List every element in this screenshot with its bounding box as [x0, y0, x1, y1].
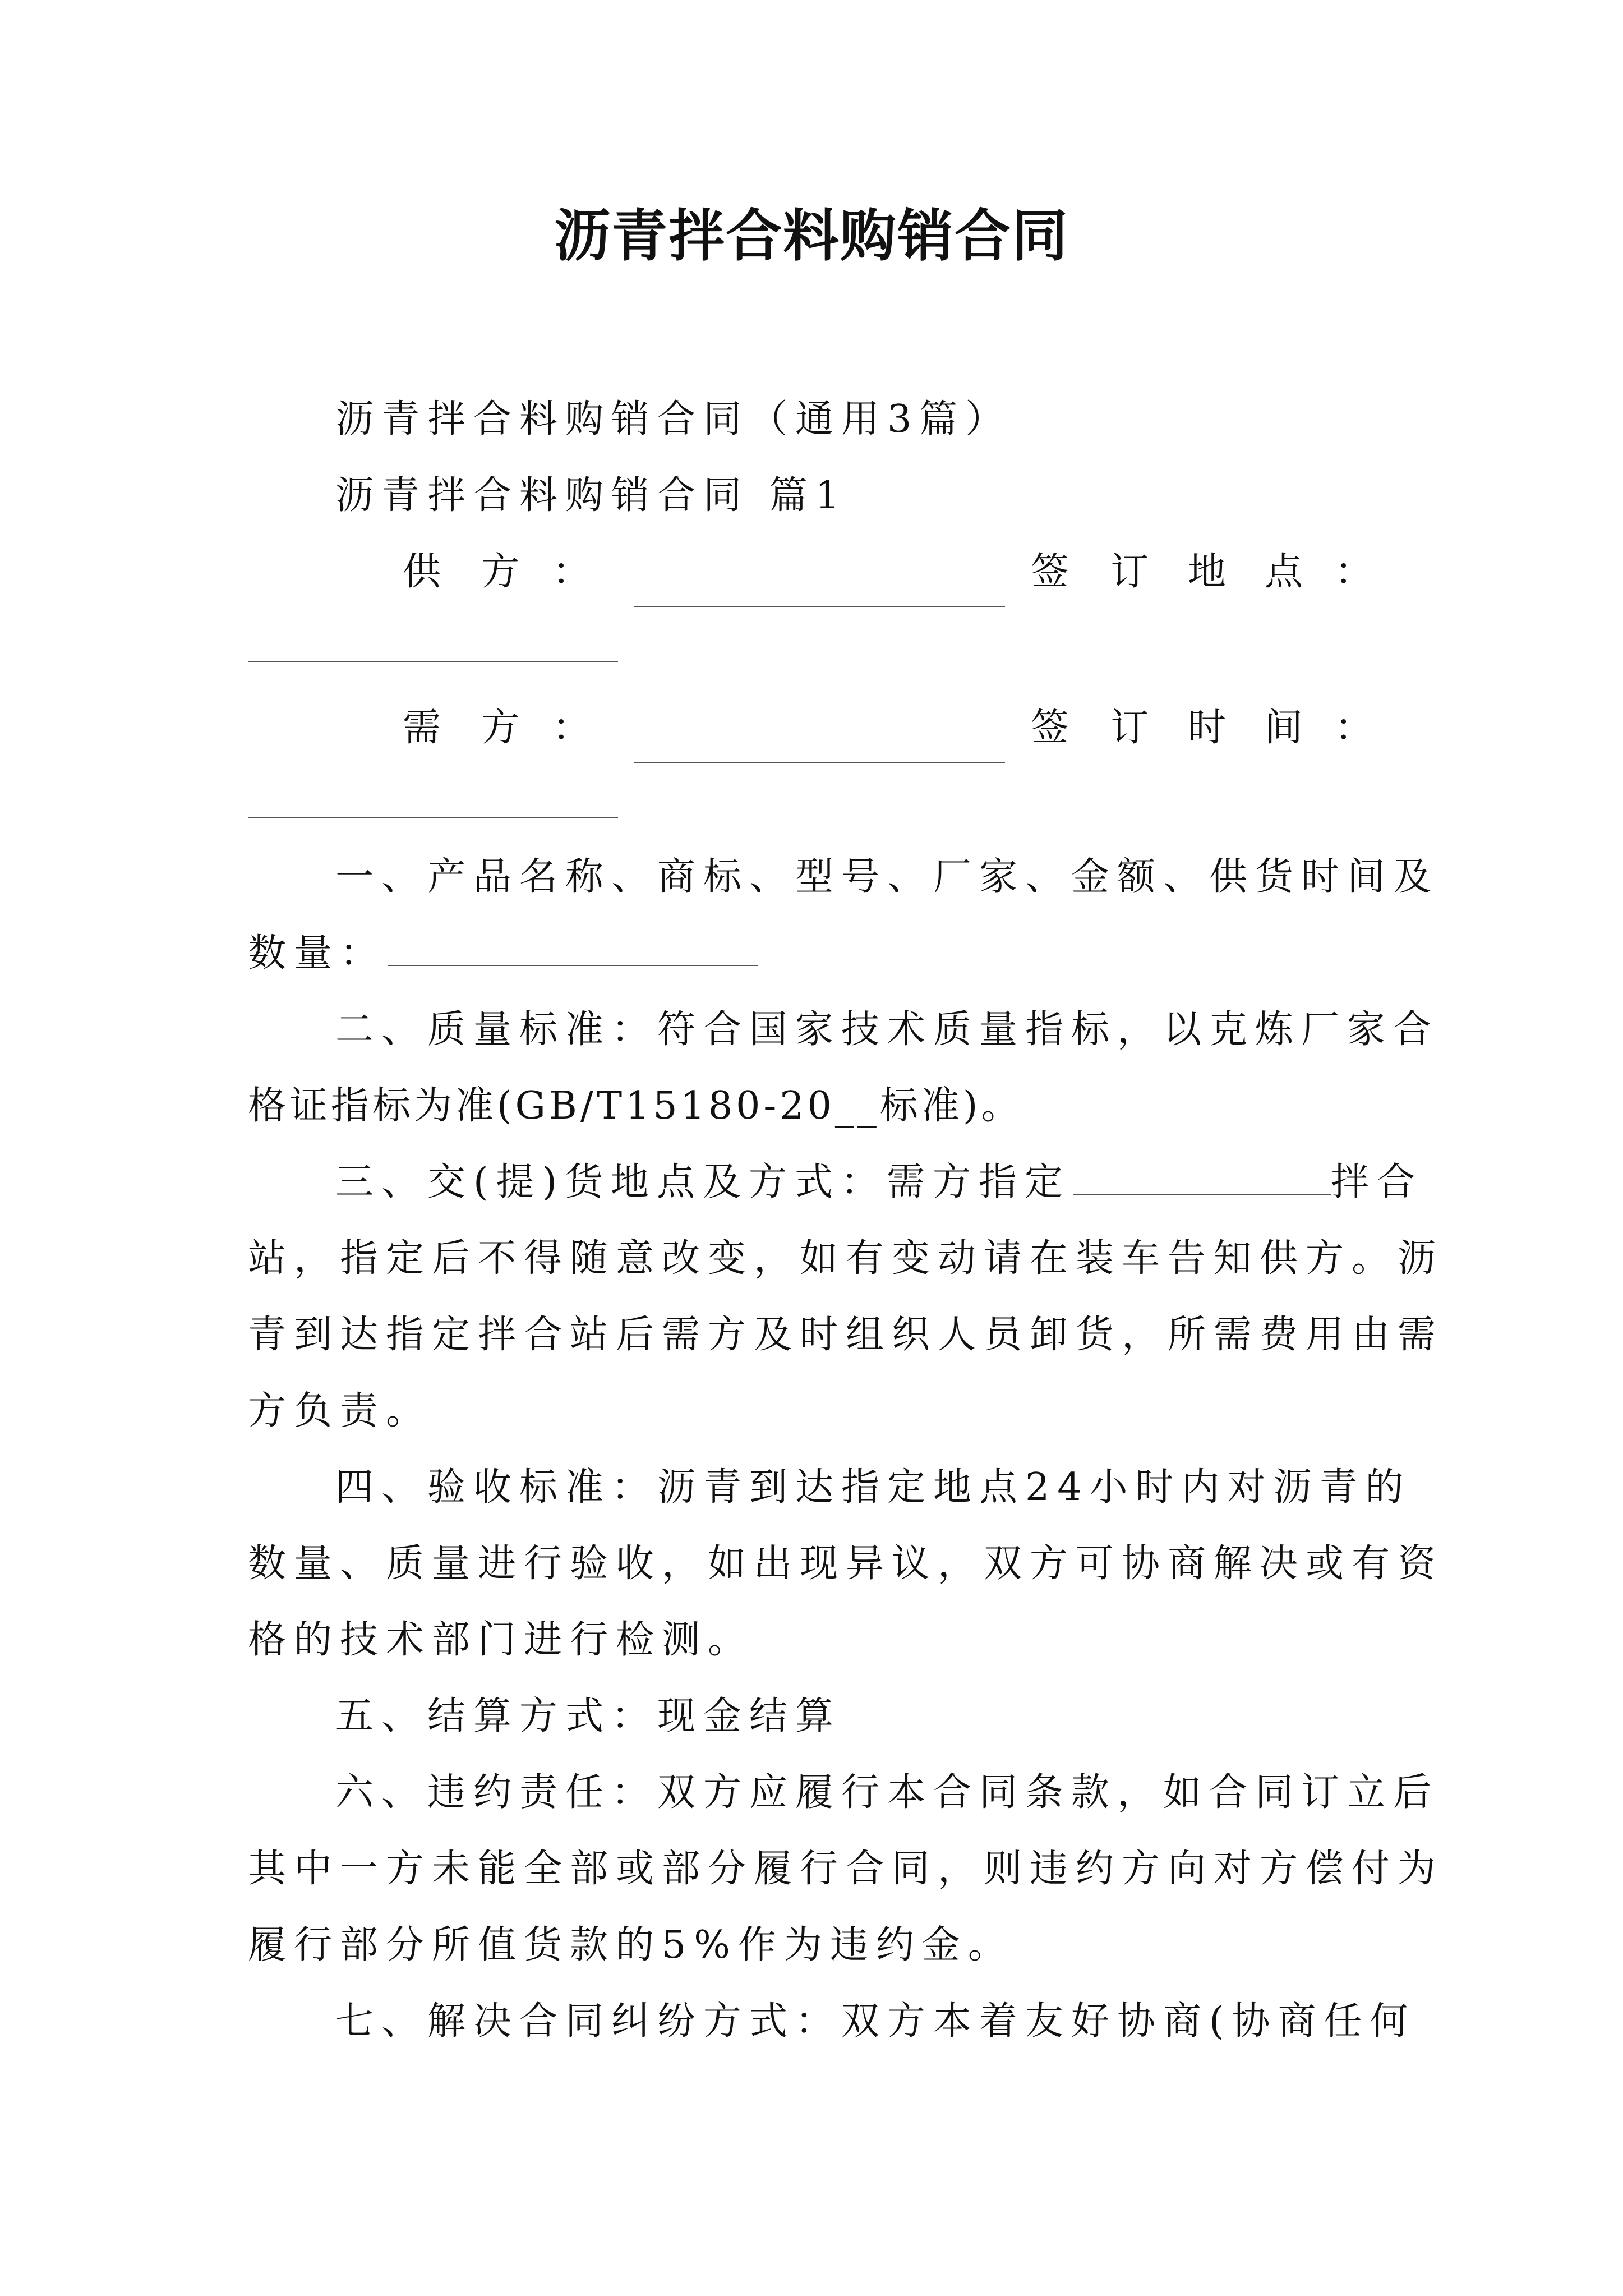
- clause-line: 方负责。: [248, 1389, 432, 1433]
- quantity-blank[interactable]: [388, 932, 758, 966]
- supplier-label-char: 供: [403, 550, 441, 594]
- clause-line: 四、验收标准：沥青到达指定地点24小时内对沥青的: [335, 1465, 1412, 1510]
- sign-place-label-char: 订: [1110, 550, 1149, 594]
- sign-place-label-char: 签: [1031, 550, 1069, 594]
- sign-place-label-char: 地: [1188, 550, 1227, 594]
- buyer-label-char: 方: [481, 706, 520, 750]
- clause-line: 七、解决合同纠纷方式：双方本着友好协商(协商任何: [335, 1999, 1416, 2044]
- document-title: 沥青拌合料购销合同: [554, 203, 1069, 269]
- clause-line: 六、违约责任：双方应履行本合同条款，如合同订立后: [335, 1770, 1440, 1815]
- clause-line: 五、结算方式：现金结算: [335, 1694, 842, 1738]
- clause-line: 格的技术部门进行检测。: [248, 1618, 754, 1662]
- mixing-station-blank[interactable]: [1073, 1161, 1331, 1195]
- sign-time-label-char: 间: [1265, 706, 1303, 750]
- supplier-row: [0, 534, 1623, 610]
- buyer-label-char: ：: [552, 706, 591, 750]
- supplier-label-char: 方: [481, 550, 520, 594]
- buyer-blank[interactable]: [634, 690, 1005, 766]
- buyer-label-char: 需: [403, 706, 441, 750]
- clause-line: 青到达指定拌合站后需方及时组织人员卸货，所需费用由需: [248, 1313, 1444, 1357]
- clause-line: 数量：: [248, 915, 758, 992]
- clause-line: 数量、质量进行验收，如出现异议，双方可协商解决或有资: [248, 1542, 1444, 1586]
- sign-time-label-char: 订: [1110, 706, 1149, 750]
- clause-line: 一、产品名称、商标、型号、厂家、金额、供货时间及: [335, 855, 1440, 899]
- sign-place-blank[interactable]: [248, 661, 618, 662]
- clause-line: 二、质量标准：符合国家技术质量指标，以克炼厂家合: [335, 1007, 1440, 1052]
- sign-time-label-char: ：: [1335, 706, 1373, 750]
- clause-line: 三、交(提)货地点及方式：需方指定 拌合: [335, 1160, 1423, 1204]
- buyer-row: [0, 690, 1623, 766]
- clause-line: 其中一方未能全部或部分履行合同，则违约方向对方偿付为: [248, 1847, 1444, 1891]
- document-subtitle: 沥青拌合料购销合同（通用3篇）: [335, 397, 1012, 441]
- sign-place-label-char: ：: [1335, 550, 1373, 594]
- sign-place-label-char: 点: [1265, 550, 1303, 594]
- supplier-blank[interactable]: [634, 534, 1005, 610]
- sign-time-label-char: 签: [1031, 706, 1069, 750]
- part-heading: 沥青拌合料购销合同 篇1: [335, 473, 847, 518]
- sign-time-blank[interactable]: [248, 817, 618, 818]
- clause-line: 格证指标为准(GB/T15180-20__标准)。: [248, 1084, 1023, 1128]
- clause-line: 履行部分所值货款的5%作为违约金。: [248, 1923, 1014, 1967]
- clause-line: 站，指定后不得随意改变，如有变动请在装车告知供方。沥: [248, 1236, 1444, 1281]
- sign-time-label-char: 时: [1188, 706, 1227, 750]
- supplier-label-char: ：: [552, 550, 591, 594]
